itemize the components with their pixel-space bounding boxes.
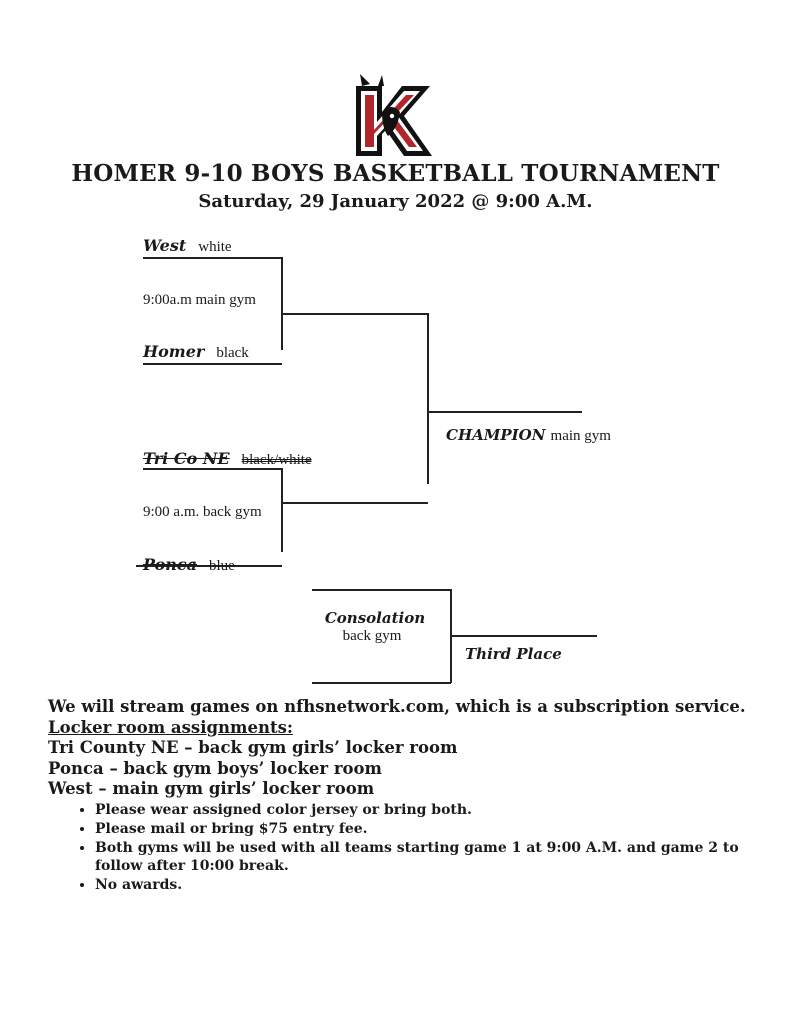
consolation-venue: back gym [342, 628, 402, 644]
champion-venue: main gym [550, 428, 611, 444]
game2-info: 9:00 a.m. back gym [143, 504, 262, 520]
team-color: white [198, 239, 232, 255]
tournament-notes [48, 697, 748, 895]
school-logo [352, 72, 438, 162]
event-date: Saturday, 29 January 2022 @ 9:00 A.M. [198, 191, 593, 212]
champion-label: CHAMPION [446, 426, 546, 444]
team-name: Tri Co NE [143, 449, 230, 468]
rule-item: • Please mail or bring $75 entry fee. [95, 820, 748, 838]
game1-info: 9:00a.m main gym [143, 292, 256, 308]
team-color: black [216, 345, 249, 361]
team-name: Homer [143, 342, 205, 361]
locker-item: Ponca – back gym boys’ locker room [48, 758, 382, 778]
team-homer [143, 342, 249, 362]
rule-item: • Please wear assigned color jersey or bring both. [95, 801, 748, 819]
rule-item: • Both gyms will be used with all teams starting game 1 at 9:00 A.M. and game 2 to follow after 10:00 break. [95, 839, 748, 875]
locker-item: West – main gym girls’ locker room [48, 779, 375, 798]
team-name: West [143, 236, 187, 255]
consolation-label: Consolation [324, 609, 426, 627]
third-place-label: Third Place [465, 645, 562, 663]
page-title: HOMER 9-10 BOYS BASKETBALL TOURNAMENT [71, 160, 720, 187]
rule-item: • No awards. [95, 876, 748, 894]
team-ponca [143, 555, 235, 575]
locker-heading: Locker room assignments: [48, 717, 293, 737]
stream-info: We will stream games on nfhsnetwork.com, which is a subscription service. [48, 697, 746, 716]
team-color: blue [209, 558, 235, 574]
team-name: Ponca [143, 555, 198, 574]
locker-item: Tri County NE – back gym girls’ locker room [48, 738, 458, 757]
team-tri-co-ne [143, 449, 312, 469]
team-color: black/white [241, 452, 312, 468]
champion-slot [446, 425, 611, 445]
team-west [143, 236, 232, 256]
rules-list [48, 801, 748, 894]
